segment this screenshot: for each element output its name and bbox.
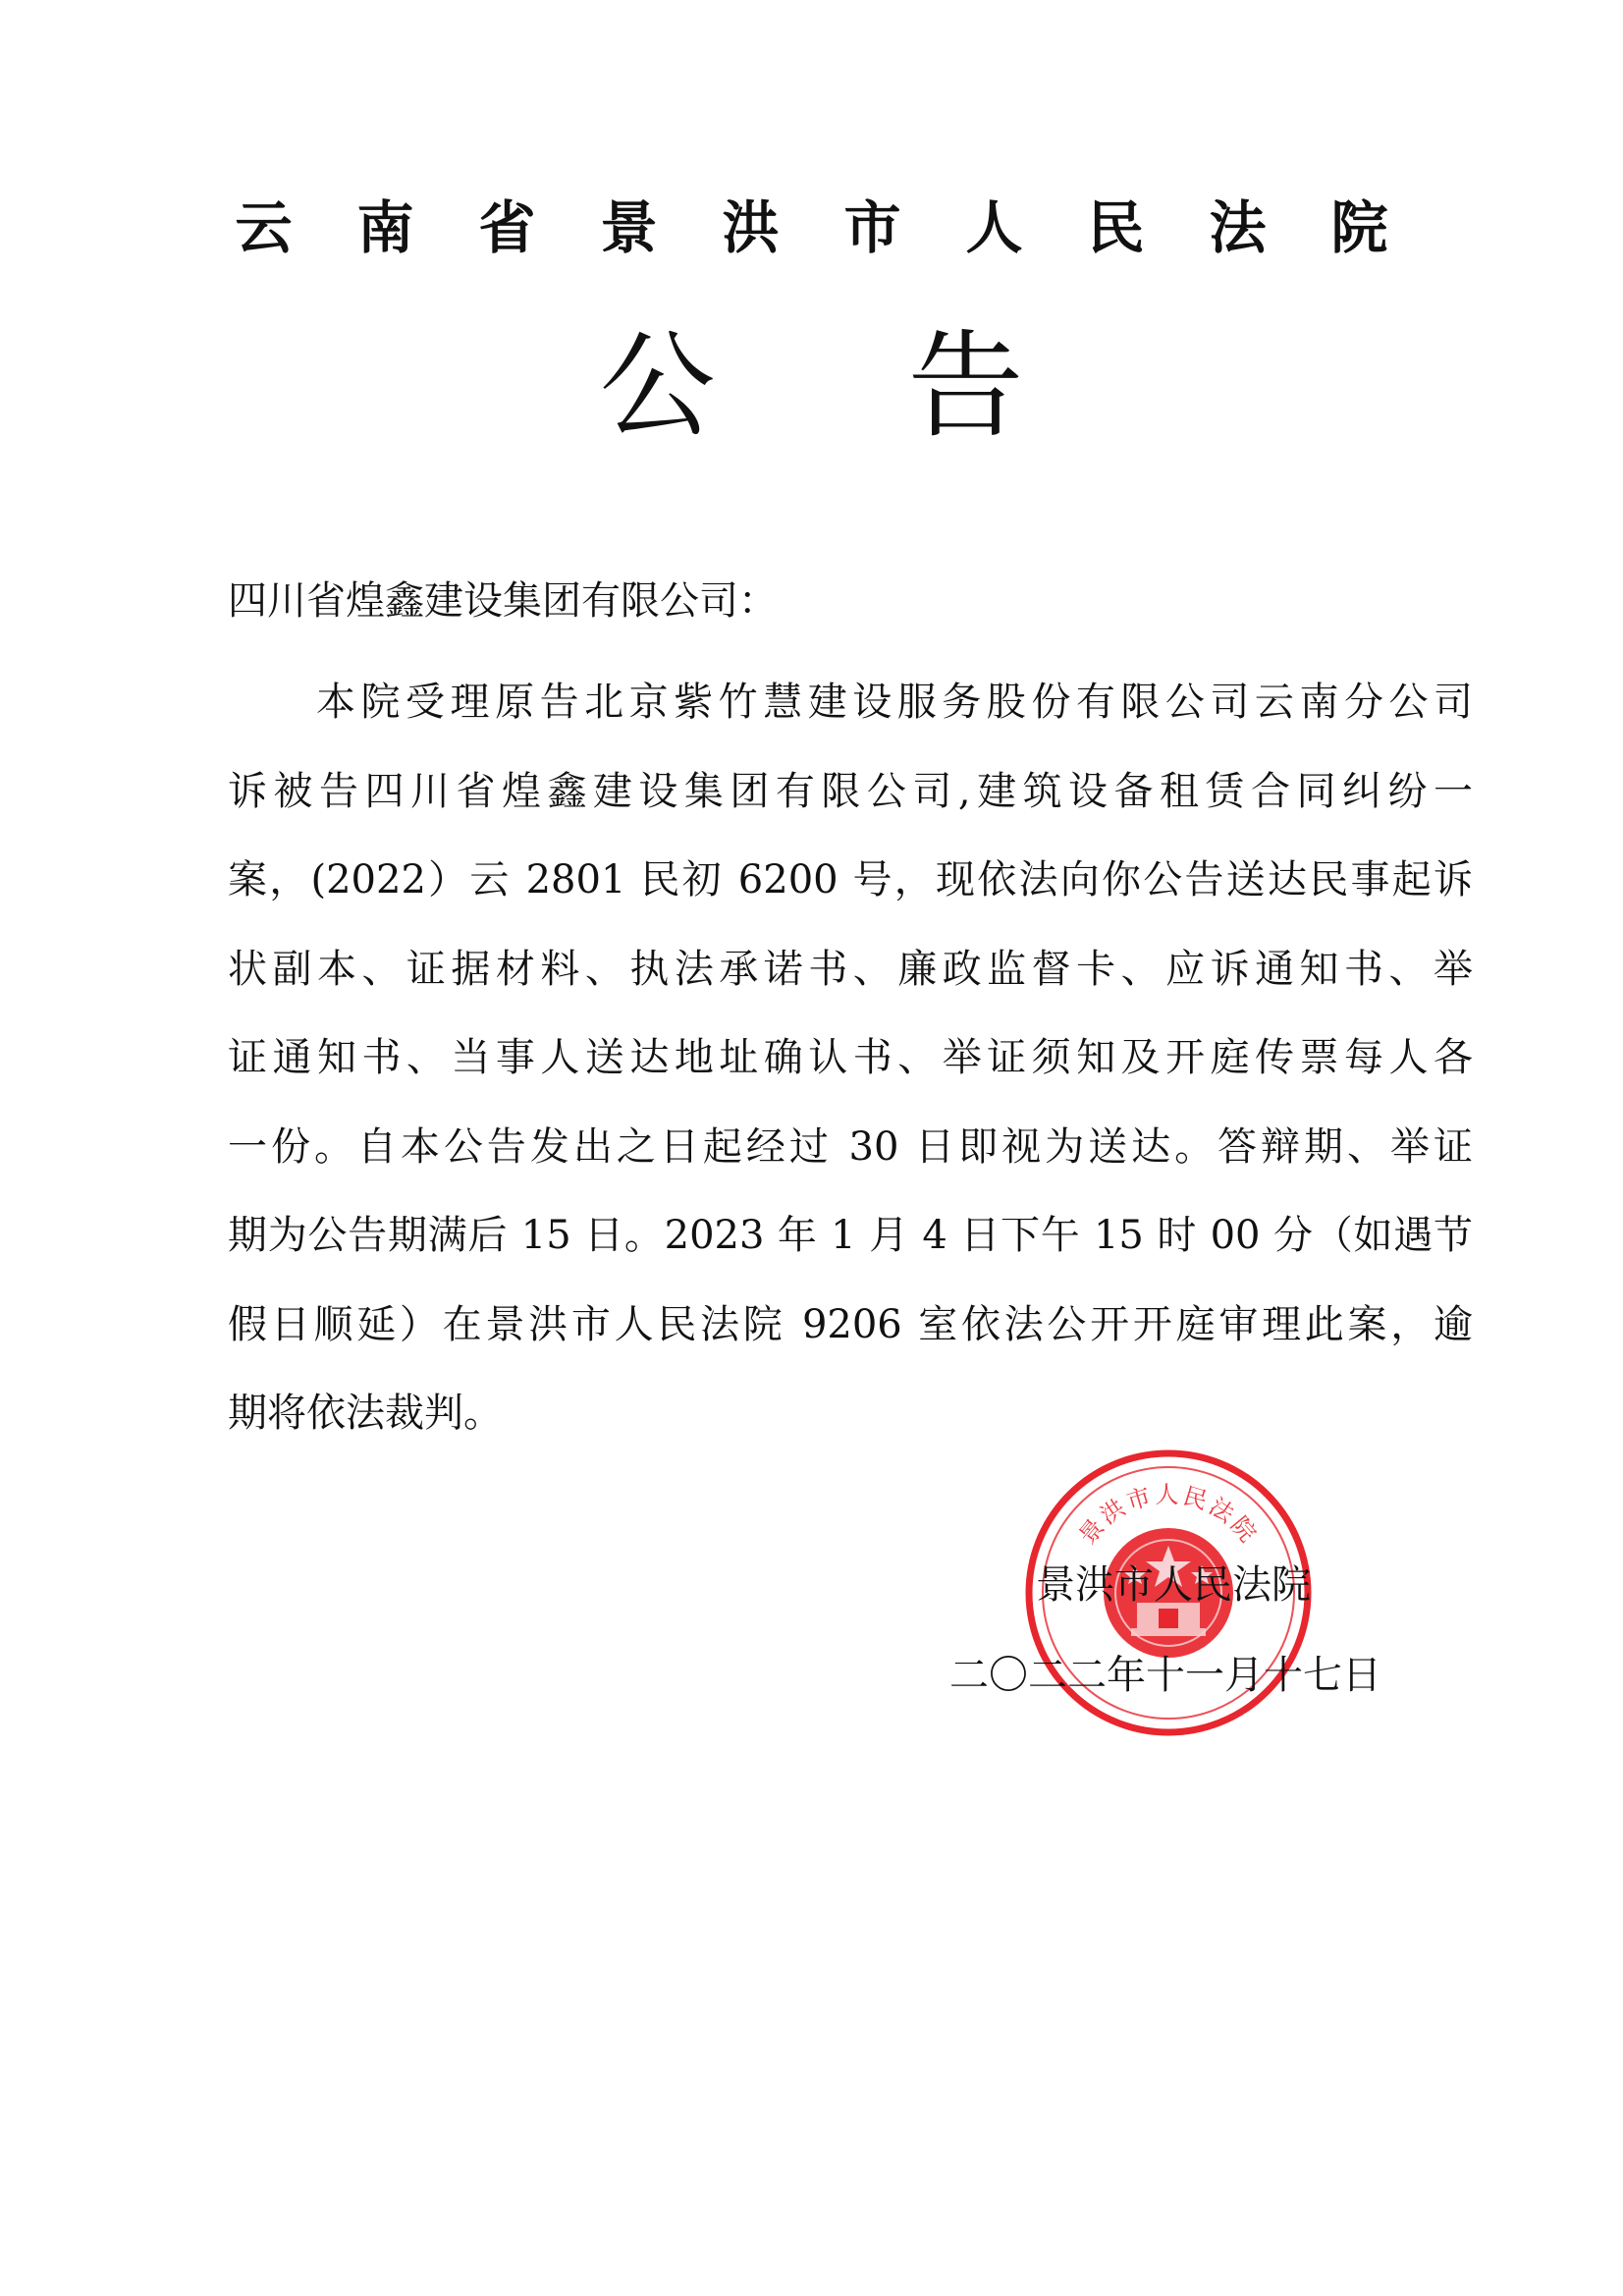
addressee: 四川省煌鑫建设集团有限公司： (228, 578, 778, 624)
court-title: 云南省景洪市人民法院 (235, 194, 1453, 261)
body-line: 期为公告期满后 15 日。2023 年 1 月 4 日下午 15 时 00 分（如遇节 (228, 1213, 1473, 1258)
body-line: 本院受理原告北京紫竹慧建设服务股份有限公司云南分公司 (316, 680, 1473, 725)
body-line: 假日顺延）在景洪市人民法院 9206 室依法公开开庭审理此案，逾 (228, 1301, 1473, 1347)
svg-text:景洪市人民法院: 景洪市人民法院 (1073, 1481, 1264, 1550)
body-line: 状副本、证据材料、执法承诺书、廉政监督卡、应诉通知书、举 (228, 946, 1473, 992)
notice-body (228, 658, 1473, 1458)
document-title: 公告 (599, 318, 1217, 454)
body-line: 一份。自本公告发出之日起经过 30 日即视为送达。答辩期、举证 (228, 1123, 1473, 1170)
body-line: 期将依法裁判。 (228, 1391, 503, 1436)
body-line: 案，(2022）云 2801 民初 6200 号，现依法向你公告送达民事起诉 (228, 857, 1473, 902)
body-line: 证通知书、当事人送达地址确认书、举证须知及开庭传票每人各 (228, 1035, 1473, 1080)
body-line: 诉被告四川省煌鑫建设集团有限公司,建筑设备租赁合同纠纷一 (228, 768, 1473, 814)
issuing-court-signature: 景洪市人民法院 (1036, 1562, 1311, 1608)
issue-date: 二〇二二年十一月十七日 (949, 1653, 1381, 1698)
